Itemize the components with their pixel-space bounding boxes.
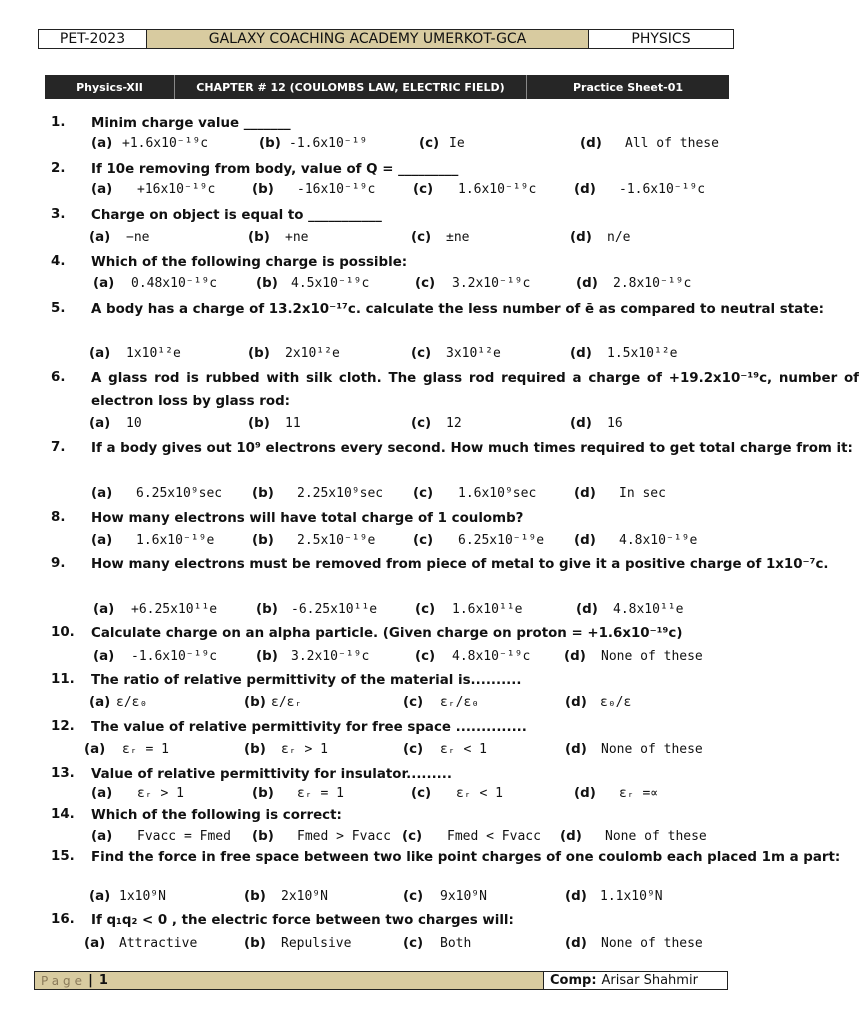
option-label: (c): [415, 649, 436, 664]
option-label: (c): [419, 136, 440, 151]
option-label: (d): [576, 602, 598, 617]
option-text: 10: [126, 416, 142, 431]
option-text: 1.5x10¹²e: [607, 346, 678, 361]
option-label: (a): [89, 416, 111, 431]
option-text: εᵣ < 1: [456, 786, 503, 801]
option-text: εᵣ > 1: [137, 786, 184, 801]
page-footer: [34, 971, 728, 990]
page-separator: |: [88, 973, 93, 988]
option-text: ε₀/ε: [600, 695, 632, 710]
option-text: None of these: [605, 829, 707, 844]
option-text: 3.2x10⁻¹⁹c: [452, 276, 531, 291]
option-text: 2.8x10⁻¹⁹c: [613, 276, 692, 291]
compiler-credit: [544, 972, 727, 989]
option-label: (c): [413, 486, 434, 501]
option-label: (a): [93, 649, 115, 664]
option-label: (d): [560, 829, 582, 844]
option-text: Both: [440, 936, 472, 951]
option-text: Repulsive: [281, 936, 352, 951]
option-label: (d): [570, 346, 592, 361]
option-text: 12: [446, 416, 462, 431]
option-text: 6.25x10⁻¹⁹e: [458, 533, 545, 548]
option-text: 4.8x10¹¹e: [613, 602, 684, 617]
option-label: (b): [244, 742, 266, 757]
option-text: +1.6x10⁻¹⁹c: [122, 136, 209, 151]
option-label: (c): [415, 602, 436, 617]
question-text: Which of the following is correct:: [91, 808, 342, 823]
option-label: (a): [91, 533, 113, 548]
option-label: (c): [403, 742, 424, 757]
question-number: 1.: [51, 115, 66, 130]
option-text: ε/εᵣ: [271, 695, 303, 710]
option-label: (b): [248, 230, 270, 245]
page-indicator: [35, 972, 544, 989]
option-text: 2.25x10⁹sec: [297, 486, 384, 501]
compiler-label: Comp:: [550, 973, 597, 988]
option-text: εᵣ = 1: [297, 786, 344, 801]
question-text: If a body gives out 10⁹ electrons every second. How much times required to get total charge from it:: [91, 441, 853, 456]
option-label: (d): [570, 230, 592, 245]
option-label: (d): [570, 416, 592, 431]
option-label: (a): [89, 889, 111, 904]
option-label: (a): [84, 742, 106, 757]
compiler-name: Arisar Shahmir: [601, 973, 698, 988]
option-label: (c): [413, 533, 434, 548]
option-label: (c): [403, 695, 424, 710]
option-text: −ne: [126, 230, 150, 245]
question-number: 5.: [51, 301, 66, 316]
option-text: 9x10⁹N: [440, 889, 487, 904]
page-number: 1: [98, 973, 108, 988]
option-label: (c): [402, 829, 423, 844]
question-number: 3.: [51, 207, 66, 222]
option-text: 2x10⁹N: [281, 889, 328, 904]
question-number: 15.: [51, 849, 75, 864]
question-text: Which of the following charge is possible:: [91, 255, 408, 270]
option-text: Ie: [449, 136, 465, 151]
option-text: 4.5x10⁻¹⁹c: [291, 276, 370, 291]
option-label: (a): [91, 829, 113, 844]
question-text: If 10e removing from body, value of Q = _________: [91, 162, 459, 177]
option-text: -16x10⁻¹⁹c: [297, 182, 376, 197]
question-text: The value of relative permittivity for free space ..............: [91, 720, 527, 735]
option-label: (a): [89, 695, 111, 710]
chapter-bar: [45, 75, 729, 99]
option-label: (b): [244, 889, 266, 904]
option-label: (c): [403, 889, 424, 904]
question-number: 10.: [51, 625, 75, 640]
option-label: (b): [252, 533, 274, 548]
option-label: (b): [252, 486, 274, 501]
option-label: (b): [256, 276, 278, 291]
option-label: (c): [415, 276, 436, 291]
option-text: 4.8x10⁻¹⁹e: [619, 533, 698, 548]
question-text: Calculate charge on an alpha particle. (Given charge on proton = +1.6x10⁻¹⁹c): [91, 626, 683, 641]
option-label: (d): [565, 889, 587, 904]
question-number: 16.: [51, 912, 75, 927]
option-label: (a): [91, 486, 113, 501]
option-label: (a): [91, 136, 113, 151]
option-label: (a): [93, 602, 115, 617]
option-label: (c): [411, 786, 432, 801]
option-label: (b): [252, 182, 274, 197]
document-header: [38, 29, 734, 49]
option-text: 1.6x10⁹sec: [458, 486, 537, 501]
option-label: (b): [244, 695, 266, 710]
question-text: Charge on object is equal to ___________: [91, 208, 382, 223]
subject-name: PHYSICS: [631, 31, 691, 47]
option-label: (a): [89, 346, 111, 361]
academy-name: GALAXY COACHING ACADEMY UMERKOT-GCA: [147, 30, 589, 48]
option-text: -6.25x10¹¹e: [291, 602, 378, 617]
question-number: 9.: [51, 556, 66, 571]
option-text: 4.8x10⁻¹⁹c: [452, 649, 531, 664]
option-text: -1.6x10⁻¹⁹c: [131, 649, 218, 664]
course-label: Physics-XII: [45, 75, 175, 99]
question-number: 11.: [51, 672, 75, 687]
option-text: εᵣ < 1: [440, 742, 487, 757]
option-label: (c): [403, 936, 424, 951]
option-text: None of these: [601, 936, 703, 951]
question-text: The ratio of relative permittivity of the material is..........: [91, 673, 522, 688]
option-label: (d): [574, 786, 596, 801]
option-text: None of these: [601, 649, 703, 664]
question-number: 8.: [51, 510, 66, 525]
sheet-label: Practice Sheet-01: [572, 80, 684, 94]
option-label: (c): [411, 230, 432, 245]
option-label: (b): [252, 829, 274, 844]
exam-year: PET-2023: [39, 30, 147, 48]
question-number: 13.: [51, 766, 75, 781]
option-text: -1.6x10⁻¹⁹c: [619, 182, 706, 197]
option-text: εᵣ/ε₀: [440, 695, 480, 710]
option-text: n/e: [607, 230, 631, 245]
chapter-title: CHAPTER # 12 (COULOMBS LAW, ELECTRIC FIELD): [175, 75, 527, 99]
option-text: 3.2x10⁻¹⁹c: [291, 649, 370, 664]
option-text: Fmed > Fvacc: [297, 829, 391, 844]
option-text: 0.48x10⁻¹⁹c: [131, 276, 218, 291]
option-text: 1.6x10¹¹e: [452, 602, 523, 617]
option-label: (a): [89, 230, 111, 245]
question-number: 14.: [51, 807, 75, 822]
page-word: Page: [41, 973, 87, 988]
option-label: (d): [565, 695, 587, 710]
option-label: (d): [574, 533, 596, 548]
option-text: 1x10¹²e: [126, 346, 181, 361]
option-label: (c): [413, 182, 434, 197]
option-label: (b): [248, 416, 270, 431]
option-text: εᵣ = 1: [122, 742, 169, 757]
question-number: 2.: [51, 161, 66, 176]
option-label: (d): [564, 649, 586, 664]
option-label: (c): [411, 346, 432, 361]
option-label: (a): [93, 276, 115, 291]
option-label: (a): [91, 786, 113, 801]
option-text: 11: [285, 416, 301, 431]
question-text: A glass rod is rubbed with silk cloth. The glass rod required a charge of +19.2x10⁻¹⁹c, number of electron loss by glass rod:: [91, 371, 859, 409]
option-label: (a): [84, 936, 106, 951]
option-text: 6.25x10⁹sec: [136, 486, 223, 501]
question-text: How many electrons must be removed from piece of metal to give it a positive charge of 1x10⁻⁷c.: [91, 557, 829, 572]
option-text: εᵣ > 1: [281, 742, 328, 757]
question-text: If q₁q₂ < 0 , the electric force between two charges will:: [91, 913, 514, 928]
option-text: Attractive: [119, 936, 198, 951]
question-text: Minim charge value _______: [91, 116, 291, 131]
option-text: +ne: [285, 230, 309, 245]
option-label: (b): [248, 346, 270, 361]
question-text: How many electrons will have total charge of 1 coulomb?: [91, 511, 524, 526]
option-text: εᵣ =∝: [619, 786, 659, 801]
option-label: (d): [574, 486, 596, 501]
option-label: (c): [411, 416, 432, 431]
question-text: Value of relative permittivity for insulator.........: [91, 767, 452, 782]
option-label: (b): [256, 649, 278, 664]
option-text: Fvacc = Fmed: [137, 829, 231, 844]
option-label: (d): [574, 182, 596, 197]
question-number: 7.: [51, 440, 66, 455]
option-text: +16x10⁻¹⁹c: [137, 182, 216, 197]
option-label: (b): [259, 136, 281, 151]
option-text: +6.25x10¹¹e: [131, 602, 218, 617]
option-text: ±ne: [446, 230, 470, 245]
option-label: (b): [252, 786, 274, 801]
option-text: 2x10¹²e: [285, 346, 340, 361]
option-text: -1.6x10⁻¹⁹: [289, 136, 368, 151]
option-text: 3x10¹²e: [446, 346, 501, 361]
option-text: 1x10⁹N: [119, 889, 166, 904]
option-text: 1.1x10⁹N: [600, 889, 663, 904]
option-text: ε/ε₀: [116, 695, 148, 710]
option-label: (d): [580, 136, 602, 151]
question-text: Find the force in free space between two like point charges of one coulomb each placed 1m a part:: [91, 850, 841, 865]
question-text: A body has a charge of 13.2x10⁻¹⁷c. calculate the less number of ē as compared to neutral state:: [91, 302, 825, 317]
option-text: 1.6x10⁻¹⁹e: [136, 533, 215, 548]
option-text: 16: [607, 416, 623, 431]
option-label: (a): [91, 182, 113, 197]
option-text: In sec: [619, 486, 666, 501]
question-number: 12.: [51, 719, 75, 734]
option-label: (b): [256, 602, 278, 617]
question-number: 4.: [51, 254, 66, 269]
option-label: (d): [565, 936, 587, 951]
option-text: 1.6x10⁻¹⁹c: [458, 182, 537, 197]
option-text: All of these: [625, 136, 719, 151]
option-text: None of these: [601, 742, 703, 757]
option-label: (d): [576, 276, 598, 291]
option-label: (b): [244, 936, 266, 951]
question-number: 6.: [51, 370, 66, 385]
option-text: 2.5x10⁻¹⁹e: [297, 533, 376, 548]
option-label: (d): [565, 742, 587, 757]
option-text: Fmed < Fvacc: [447, 829, 541, 844]
